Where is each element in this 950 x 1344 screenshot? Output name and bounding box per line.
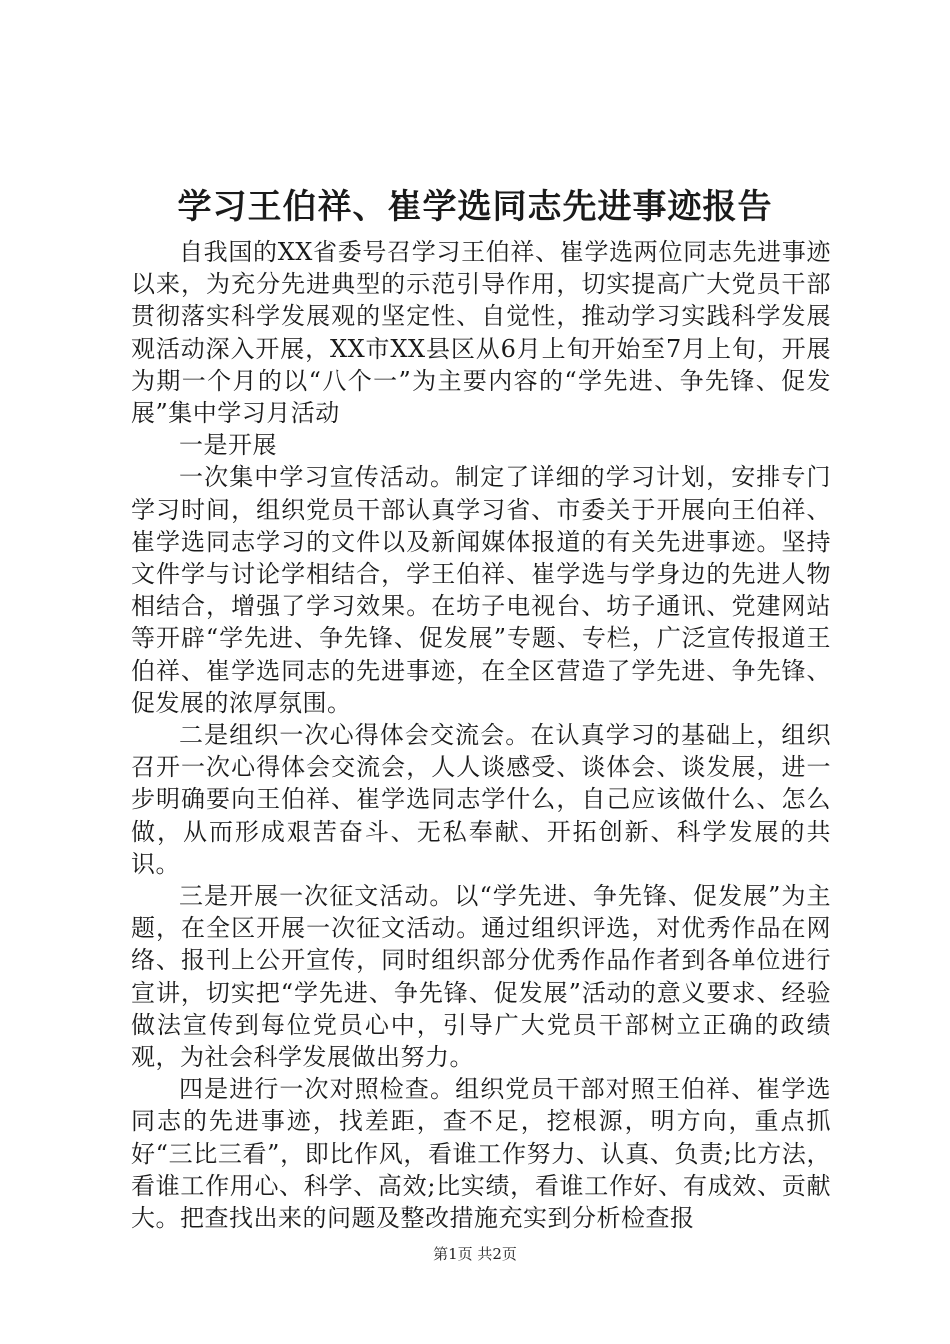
page-number-footer: 第1页 共2页 — [433, 1245, 517, 1263]
paragraph-item-2: 二是组织一次心得体会交流会。在认真学习的基础上，组织召开一次心得体会交流会，人人谈感受、谈体会、谈发展，进一步明确要向王伯祥、崔学选同志学什么，自己应该做什么、怎么做，从而形成艰苦奋斗、无私奉献、开拓创新、科学发展的共识。 — [131, 721, 831, 878]
paragraph-intro: 自我国的XX省委号召学习王伯祥、崔学选两位同志先进事迹以来，为充分先进典型的示范引导作用，切实提高广大党员干部贯彻落实科学发展观的坚定性、自觉性，推动学习实践科学发展观活动深入开展，XX市XX县区从6月上旬开始至7月上旬，开展为期一个月的以“八个一”为主要内容的“学先进、争先锋、促发展”集中学习月活动 — [131, 238, 831, 428]
document-body — [131, 236, 831, 1234]
document-title: 学习王伯祥、崔学选同志先进事迹报告 — [177, 187, 773, 227]
paragraph-item-1-heading: 一是开展 — [179, 431, 277, 460]
paragraph-item-4: 四是进行一次对照检查。组织党员干部对照王伯祥、崔学选同志的先进事迹，找差距，查不足，挖根源，明方向，重点抓好“三比三看”，即比作风，看谁工作努力、认真、负责;比方法，看谁工作用心、科学、高效;比实绩，看谁工作好、有成效、贡献大。把查找出来的问题及整改措施充实到分析检查报 — [131, 1075, 831, 1233]
paragraph-item-3: 三是开展一次征文活动。以“学先进、争先锋、促发展”为主题，在全区开展一次征文活动。通过组织评选，对优秀作品在网络、报刊上公开宣传，同时组织部分优秀作品作者到各单位进行宣讲，切实把“学先进、争先锋、促发展”活动的意义要求、经验做法宣传到每位党员心中，引导广大党员干部树立正确的政绩观，为社会科学发展做出努力。 — [131, 882, 831, 1072]
paragraph-item-1: 一次集中学习宣传活动。制定了详细的学习计划，安排专门学习时间，组织党员干部认真学习省、市委关于开展向王伯祥、崔学选同志学习的文件以及新闻媒体报道的有关先进事迹。坚持文件学与讨论学相结合，学王伯祥、崔学选与学身边的先进人物相结合，增强了学习效果。在坊子电视台、坊子通讯、党建网站等开辟“学先进、争先锋、促发展”专题、专栏，广泛宣传报道王伯祥、崔学选同志的先进事迹，在全区营造了学先进、争先锋、促发展的浓厚氛围。 — [131, 463, 831, 717]
